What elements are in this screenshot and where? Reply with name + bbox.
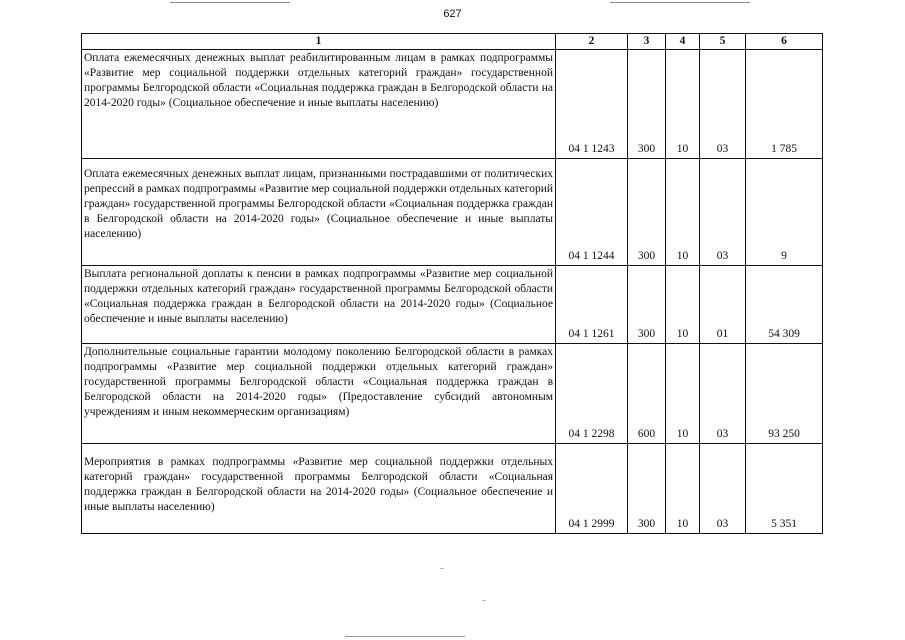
page-number: 627 <box>443 8 462 20</box>
row-target-code: 04 1 1261 <box>556 266 628 344</box>
row-section: 10 <box>666 444 700 534</box>
row-section: 10 <box>666 344 700 444</box>
row-target-code: 04 1 2298 <box>556 344 628 444</box>
row-description: Оплата ежемесячных денежных выплат реабилитированным лицам в рамках подпрограммы «Развитие мер социальной поддержки отдельных категорий граждан» государственной программы Белгородской области «Социальная поддержка граждан в Белгородской области на 2014-2020 годы» (Социальное обеспечение и иные выплаты населению) <box>82 50 556 159</box>
budget-table <box>81 33 823 534</box>
scan-top-rule-left <box>170 2 290 3</box>
table-row <box>82 50 823 159</box>
column-header-6: 6 <box>746 34 823 50</box>
row-target-code: 04 1 1244 <box>556 159 628 266</box>
scan-speck <box>482 600 486 601</box>
row-amount: 93 250 <box>746 344 823 444</box>
row-target-code: 04 1 1243 <box>556 50 628 159</box>
row-description: Оплата ежемесячных денежных выплат лицам, признанными пострадавшими от политических репрессий в рамках подпрограммы «Развитие мер социальной поддержки отдельных категорий граждан» государственной программы Белгородской области «Социальная поддержка граждан в Белгородской области на 2014-2020 годы» (Социальное обеспечение и иные выплаты населению) <box>82 159 556 266</box>
row-section: 10 <box>666 266 700 344</box>
column-header-1: 1 <box>82 34 556 50</box>
row-section: 10 <box>666 159 700 266</box>
row-subsection: 03 <box>700 444 746 534</box>
row-section: 10 <box>666 50 700 159</box>
row-description: Мероприятия в рамках подпрограммы «Развитие мер социальной поддержки отдельных категорий граждан» государственной программы Белгородской области «Социальная поддержка граждан в Белгородской области на 2014-2020 годы» (Социальное обеспечение и иные выплаты населению) <box>82 444 556 534</box>
scan-top-rule-right <box>610 2 750 3</box>
row-amount: 9 <box>746 159 823 266</box>
row-target-code: 04 1 2999 <box>556 444 628 534</box>
row-description: Дополнительные социальные гарантии молодому поколению Белгородской области в рамках подпрограммы «Развитие мер социальной поддержки отдельных категорий граждан» государственной программы Белгородской области «Социальная поддержка граждан в Белгородской области на 2014-2020 годы» (Предоставление субсидий автономным учреждениям и иным некоммерческим организациям) <box>82 344 556 444</box>
table-row <box>82 344 823 444</box>
row-expense-type: 600 <box>628 344 666 444</box>
row-subsection: 03 <box>700 50 746 159</box>
row-amount: 54 309 <box>746 266 823 344</box>
column-header-5: 5 <box>700 34 746 50</box>
row-description: Выплата региональной доплаты к пенсии в рамках подпрограммы «Развитие мер социальной поддержки отдельных категорий граждан» государственной программы Белгородской области «Социальная поддержка граждан в Белгородской области на 2014-2020 годы» (Социальное обеспечение и иные выплаты населению) <box>82 266 556 344</box>
scan-bottom-rule <box>345 636 465 637</box>
table-header-row <box>82 34 823 50</box>
column-header-3: 3 <box>628 34 666 50</box>
table-row <box>82 159 823 266</box>
row-expense-type: 300 <box>628 266 666 344</box>
row-subsection: 01 <box>700 266 746 344</box>
scan-speck <box>440 568 444 569</box>
column-header-2: 2 <box>556 34 628 50</box>
row-expense-type: 300 <box>628 50 666 159</box>
column-header-4: 4 <box>666 34 700 50</box>
row-expense-type: 300 <box>628 159 666 266</box>
row-subsection: 03 <box>700 344 746 444</box>
row-amount: 1 785 <box>746 50 823 159</box>
table-row <box>82 444 823 534</box>
table-row <box>82 266 823 344</box>
row-expense-type: 300 <box>628 444 666 534</box>
row-subsection: 03 <box>700 159 746 266</box>
row-amount: 5 351 <box>746 444 823 534</box>
